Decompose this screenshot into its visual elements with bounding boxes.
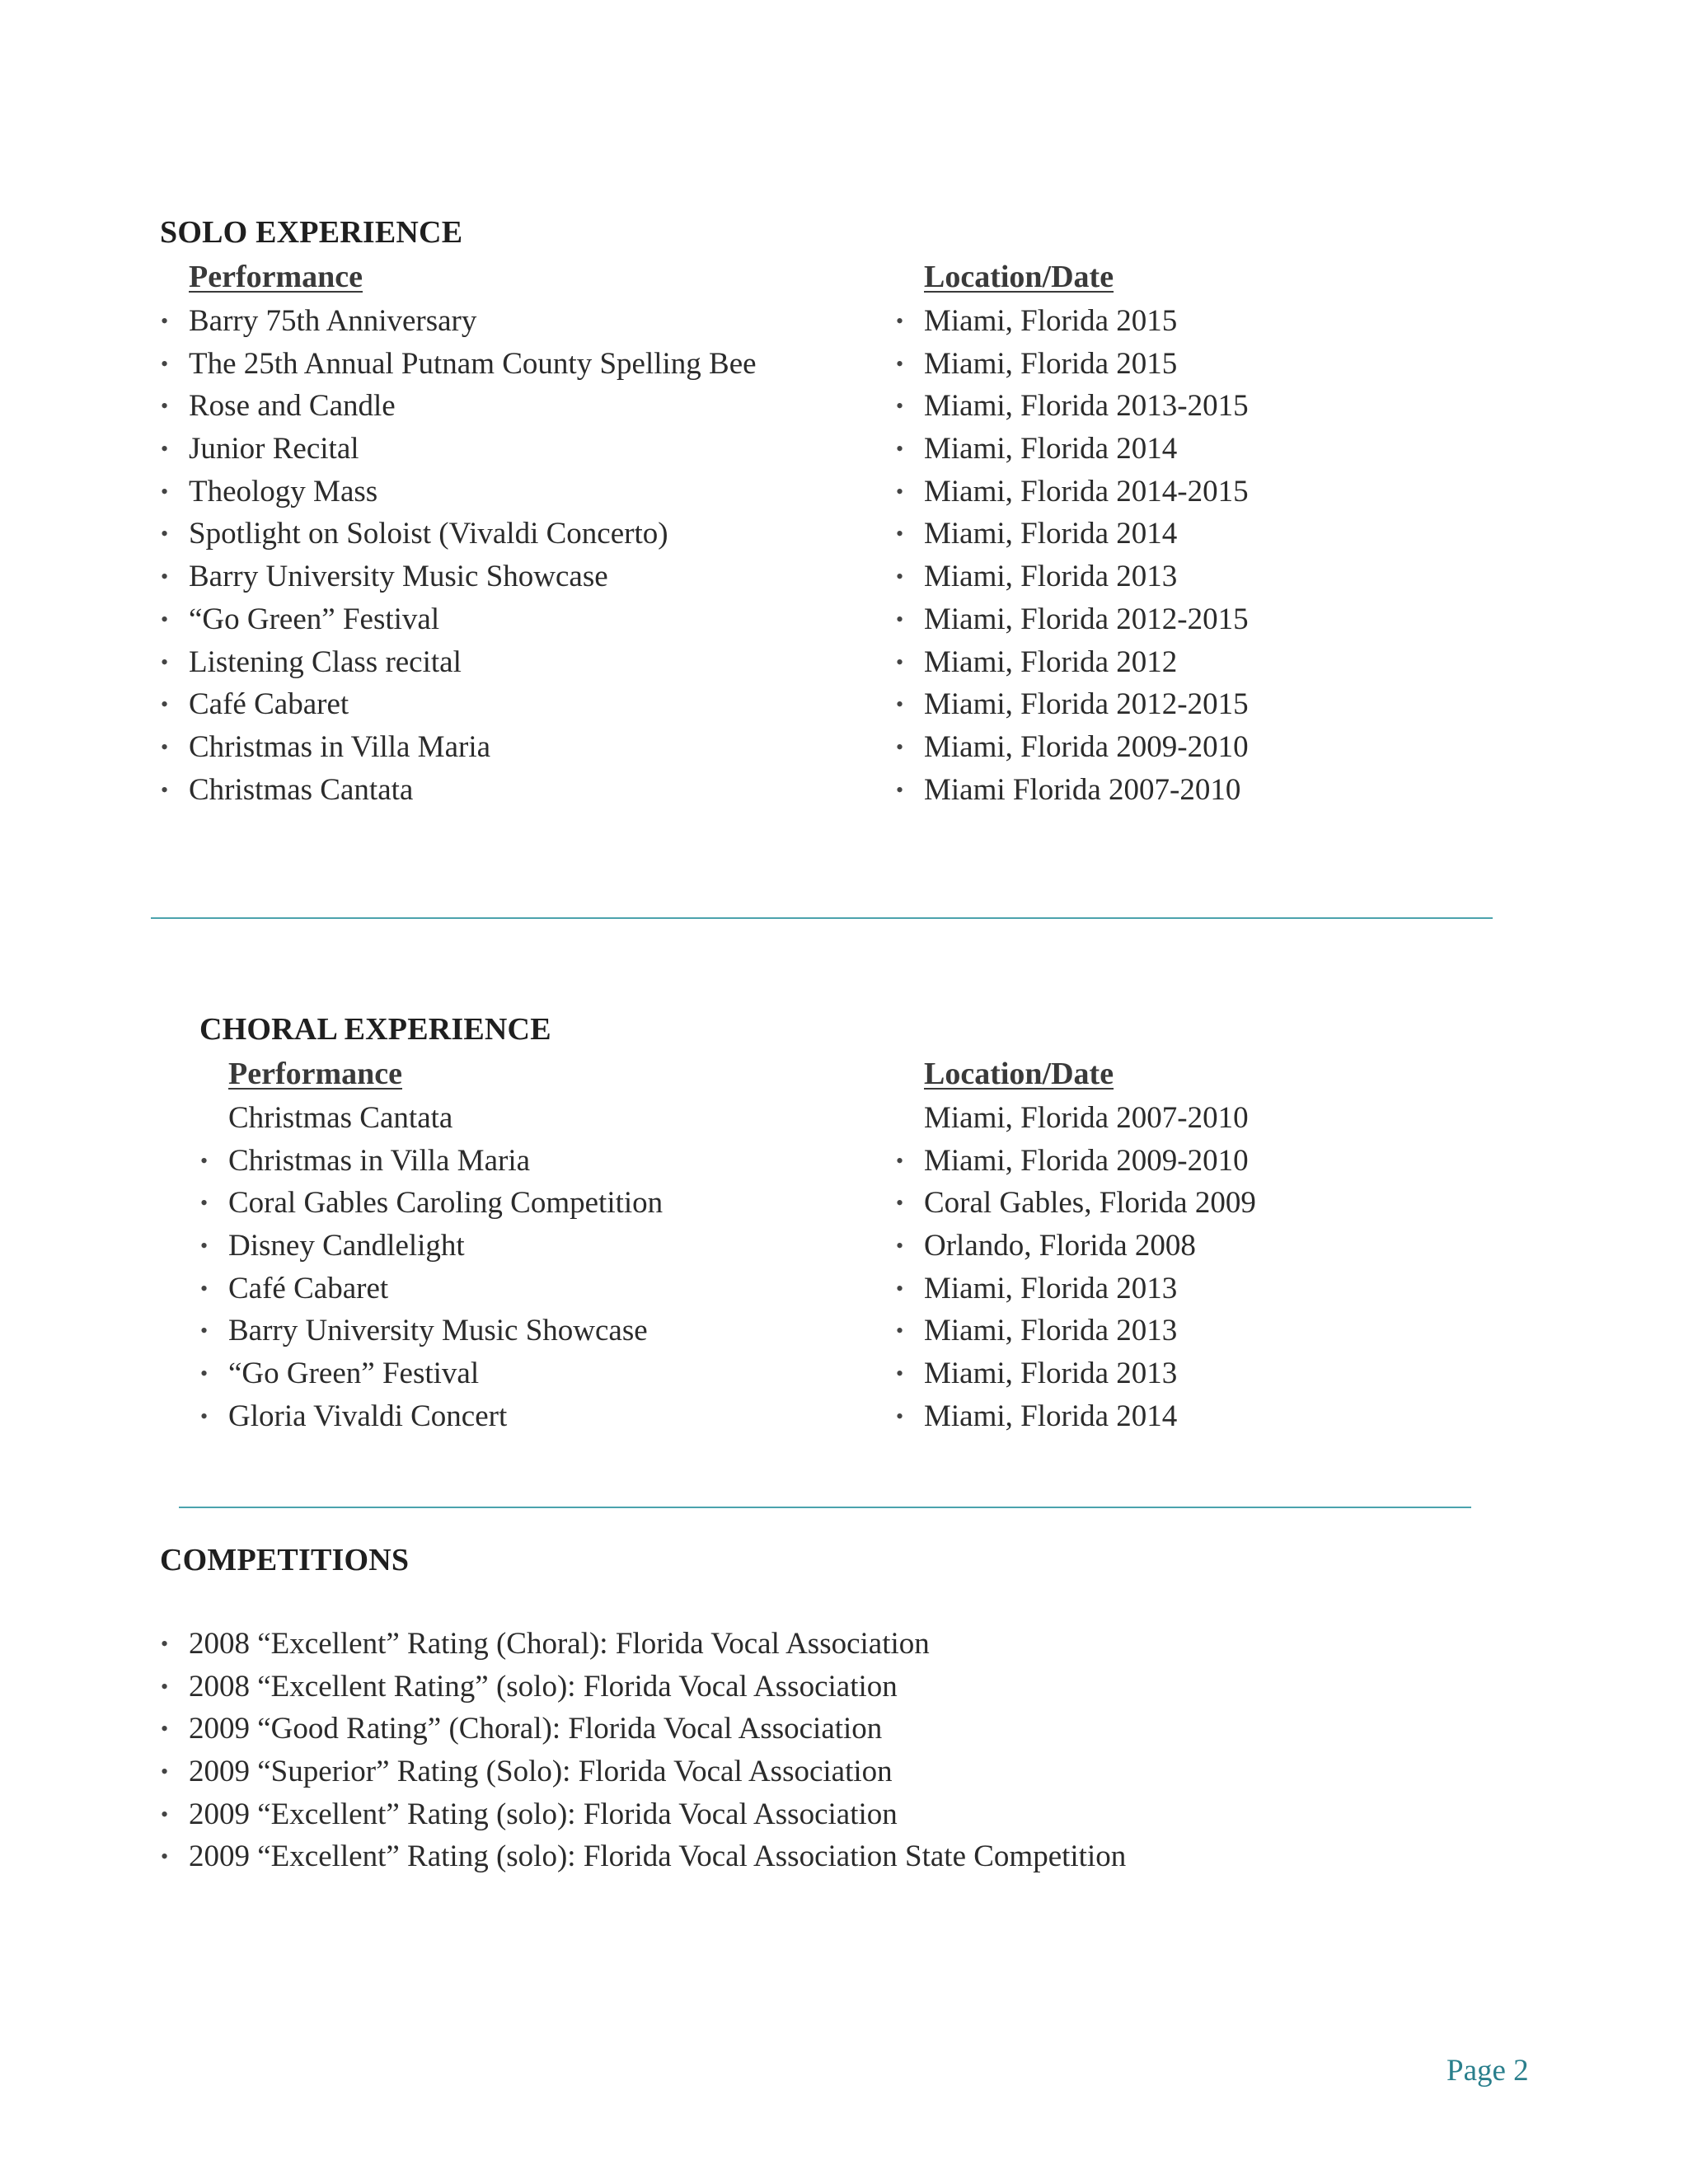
list-item	[896, 1310, 1256, 1352]
list-item	[896, 598, 1249, 641]
page-number: Page 2	[1447, 2054, 1529, 2088]
bullet-icon: •	[896, 1276, 904, 1301]
bullet-icon: •	[161, 565, 169, 589]
solo-performance-column-header: Performance	[189, 260, 363, 294]
choral-location-date: Orlando, Florida 2008	[924, 1229, 1196, 1263]
list-item	[161, 641, 757, 684]
list-item	[161, 385, 757, 428]
bullet-icon: •	[896, 1234, 904, 1258]
choral-location-column-header: Location/Date	[924, 1057, 1114, 1091]
section-divider	[151, 917, 1493, 919]
choral-performance-name: Coral Gables Caroling Competition	[228, 1186, 663, 1221]
bullet-icon: •	[161, 692, 169, 717]
solo-location-column-header: Location/Date	[924, 260, 1114, 294]
choral-location-date: Miami, Florida 2014	[924, 1399, 1178, 1433]
list-item	[896, 1352, 1256, 1395]
list-item	[896, 641, 1249, 684]
solo-performance-name: Theology Mass	[189, 474, 378, 509]
solo-performance-name: Café Cabaret	[189, 687, 349, 722]
bullet-icon: •	[161, 649, 169, 674]
list-item	[161, 726, 757, 769]
bullet-icon: •	[161, 1632, 169, 1656]
choral-location-date: Miami, Florida 2013	[924, 1314, 1178, 1348]
bullet-icon: •	[161, 1760, 169, 1784]
list-item	[200, 1182, 663, 1225]
solo-performance-name: “Go Green” Festival	[189, 602, 440, 636]
bullet-icon: •	[200, 1234, 209, 1258]
list-item	[161, 598, 757, 641]
choral-performance-column-header: Performance	[228, 1057, 402, 1091]
bullet-icon: •	[161, 1717, 169, 1741]
bullet-icon: •	[161, 1674, 169, 1699]
solo-location-date: Miami, Florida 2012-2015	[924, 687, 1249, 722]
competitions-heading: COMPETITIONS	[160, 1543, 410, 1577]
list-item	[161, 1666, 1126, 1708]
section-divider	[179, 1507, 1471, 1508]
list-item	[896, 300, 1249, 343]
choral-experience-heading: CHORAL EXPERIENCE	[199, 1012, 551, 1047]
bullet-icon: •	[896, 1404, 904, 1428]
list-item	[200, 1225, 663, 1268]
solo-location-date: Miami, Florida 2014	[924, 517, 1178, 551]
solo-performance-name: Barry University Music Showcase	[189, 560, 608, 594]
list-item	[228, 1097, 663, 1140]
choral-performance-list	[200, 1097, 663, 1438]
solo-location-date: Miami, Florida 2012	[924, 644, 1178, 679]
bullet-icon: •	[161, 734, 169, 759]
list-item	[896, 343, 1249, 386]
choral-location-date: Miami, Florida 2007-2010	[924, 1101, 1249, 1135]
list-item	[161, 513, 757, 555]
bullet-icon: •	[161, 777, 169, 802]
bullet-icon: •	[200, 1276, 209, 1301]
solo-location-date: Miami, Florida 2014-2015	[924, 474, 1249, 509]
list-item	[161, 300, 757, 343]
solo-performance-name: Spotlight on Soloist (Vivaldi Concerto)	[189, 517, 668, 551]
bullet-icon: •	[161, 1802, 169, 1826]
competitions-list	[161, 1623, 1127, 1878]
solo-location-date: Miami, Florida 2012-2015	[924, 602, 1249, 636]
competition-entry: 2009 “Excellent” Rating (solo): Florida Vocal Association	[189, 1797, 898, 1831]
solo-performance-name: Listening Class recital	[189, 644, 462, 679]
bullet-icon: •	[161, 522, 169, 546]
choral-performance-name: “Go Green” Festival	[228, 1357, 480, 1391]
solo-location-date: Miami, Florida 2014	[924, 432, 1178, 466]
bullet-icon: •	[161, 394, 169, 419]
list-item	[896, 555, 1249, 598]
bullet-icon: •	[896, 777, 904, 802]
competition-entry: 2008 “Excellent Rating” (solo): Florida Vocal Association	[189, 1669, 898, 1704]
list-item	[161, 1835, 1127, 1878]
choral-performance-name: Barry University Music Showcase	[228, 1314, 648, 1348]
list-item	[896, 1225, 1256, 1268]
bullet-icon: •	[161, 351, 169, 376]
choral-performance-name: Café Cabaret	[228, 1271, 389, 1305]
solo-location-date: Miami, Florida 2013-2015	[924, 389, 1249, 424]
list-item	[161, 471, 757, 513]
list-item	[200, 1352, 663, 1395]
bullet-icon: •	[896, 437, 904, 462]
list-item	[896, 683, 1249, 726]
solo-performance-name: Rose and Candle	[189, 389, 396, 424]
list-item	[896, 1395, 1256, 1438]
bullet-icon: •	[161, 1844, 169, 1869]
list-item	[161, 555, 757, 598]
list-item	[161, 1708, 1126, 1750]
bullet-icon: •	[161, 607, 169, 631]
bullet-icon: •	[896, 522, 904, 546]
solo-location-date: Miami, Florida 2009-2010	[924, 729, 1249, 764]
list-item	[200, 1140, 663, 1183]
bullet-icon: •	[200, 1148, 209, 1173]
list-item	[896, 769, 1249, 812]
solo-location-date: Miami, Florida 2013	[924, 560, 1178, 594]
bullet-icon: •	[200, 1191, 209, 1216]
competition-entry: 2009 “Good Rating” (Choral): Florida Vocal Association	[189, 1712, 883, 1746]
bullet-icon: •	[896, 1148, 904, 1173]
bullet-icon: •	[896, 1361, 904, 1386]
solo-performance-name: Junior Recital	[189, 432, 359, 466]
bullet-icon: •	[896, 734, 904, 759]
list-item	[161, 1793, 1126, 1836]
list-item	[200, 1310, 663, 1352]
list-item	[161, 1623, 1126, 1666]
competition-entry: 2009 “Excellent” Rating (solo): Florida Vocal Association State Competition	[189, 1840, 1127, 1874]
bullet-icon: •	[896, 479, 904, 504]
bullet-icon: •	[200, 1361, 209, 1386]
choral-performance-name: Gloria Vivaldi Concert	[228, 1399, 508, 1433]
solo-location-date: Miami, Florida 2015	[924, 346, 1178, 381]
list-item	[896, 1268, 1256, 1310]
bullet-icon: •	[200, 1319, 209, 1343]
bullet-icon: •	[896, 692, 904, 717]
competition-entry: 2008 “Excellent” Rating (Choral): Florida Vocal Association	[189, 1627, 930, 1661]
list-item	[896, 1140, 1256, 1183]
solo-location-date: Miami, Florida 2015	[924, 304, 1178, 338]
bullet-icon: •	[161, 309, 169, 333]
solo-performance-list	[161, 300, 757, 811]
list-item	[896, 385, 1249, 428]
solo-performance-name: Christmas Cantata	[189, 772, 414, 807]
bullet-icon: •	[896, 1319, 904, 1343]
list-item	[896, 1182, 1256, 1225]
solo-performance-name: Barry 75th Anniversary	[189, 304, 477, 338]
solo-performance-name: The 25th Annual Putnam County Spelling Bee	[189, 346, 757, 381]
list-item	[896, 471, 1249, 513]
bullet-icon: •	[896, 394, 904, 419]
list-item	[200, 1395, 663, 1438]
bullet-icon: •	[896, 1191, 904, 1216]
bullet-icon: •	[896, 309, 904, 333]
solo-location-list	[896, 300, 1249, 811]
bullet-icon: •	[896, 607, 904, 631]
solo-performance-name: Christmas in Villa Maria	[189, 729, 491, 764]
choral-performance-name: Christmas in Villa Maria	[228, 1143, 531, 1178]
bullet-icon: •	[896, 351, 904, 376]
list-item	[161, 343, 757, 386]
list-item	[161, 1750, 1126, 1793]
bullet-icon: •	[200, 1404, 209, 1428]
choral-location-date: Miami, Florida 2013	[924, 1357, 1178, 1391]
choral-location-date: Miami, Florida 2013	[924, 1271, 1178, 1305]
list-item	[896, 726, 1249, 769]
choral-location-list	[896, 1097, 1256, 1438]
list-item	[200, 1268, 663, 1310]
choral-performance-name: Christmas Cantata	[228, 1101, 453, 1135]
list-item	[161, 769, 757, 812]
list-item	[161, 428, 757, 471]
solo-experience-heading: SOLO EXPERIENCE	[160, 215, 463, 250]
bullet-icon: •	[896, 649, 904, 674]
bullet-icon: •	[161, 479, 169, 504]
list-item	[896, 428, 1249, 471]
list-item	[896, 513, 1249, 555]
choral-location-date: Miami, Florida 2009-2010	[924, 1143, 1249, 1178]
choral-performance-name: Disney Candlelight	[228, 1229, 465, 1263]
bullet-icon: •	[161, 437, 169, 462]
solo-location-date: Miami Florida 2007-2010	[924, 772, 1241, 807]
bullet-icon: •	[896, 565, 904, 589]
competition-entry: 2009 “Superior” Rating (Solo): Florida Vocal Association	[189, 1755, 893, 1789]
list-item	[924, 1097, 1256, 1140]
choral-location-date: Coral Gables, Florida 2009	[924, 1186, 1256, 1221]
list-item	[161, 683, 757, 726]
